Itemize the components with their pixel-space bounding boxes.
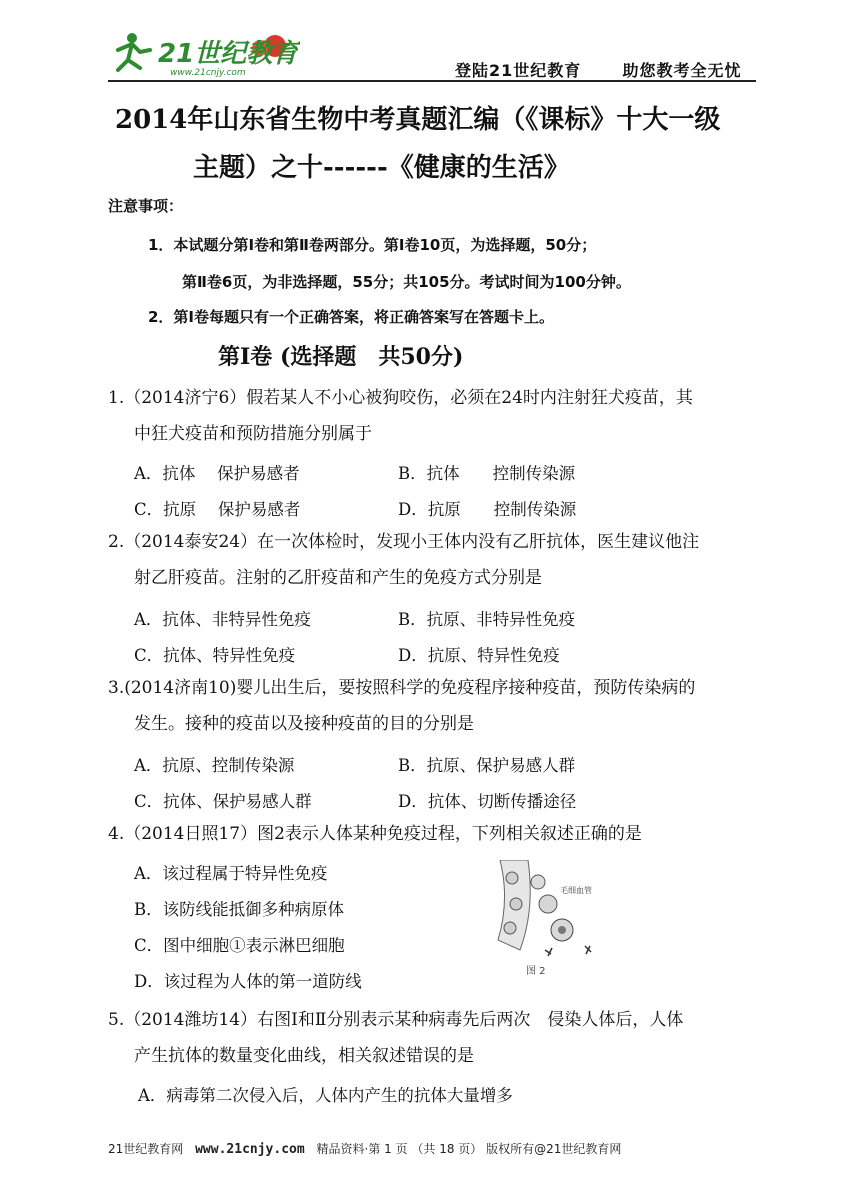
header-slogan — [455, 58, 741, 81]
question-5-stem-1: 5.（2014潍坊14）右图Ⅰ和Ⅱ分别表示某种病毒先后两次 侵染人体后，人体 — [108, 1010, 684, 1030]
question-4-option-d: D．该过程为人体的第一道防线 — [134, 972, 362, 991]
header-divider — [108, 80, 756, 82]
question-2-option-c: C．抗体、特异性免疫 — [134, 646, 296, 665]
question-3-option-c: C．抗体、保护易感人群 — [134, 792, 312, 811]
question-1-stem-1: 1.（2014济宁6）假若某人不小心被狗咬伤，必须在24时内注射狂犬疫苗，其 — [108, 388, 693, 408]
svg-text:图 2: 图 2 — [526, 966, 546, 977]
title-line-2: 主题）之十------《健康的生活》 — [193, 153, 570, 183]
question-5-option-a: A．病毒第二次侵入后，人体内产生的抗体大量增多 — [138, 1086, 513, 1105]
question-1-option-a: A．抗体 保护易感者 — [134, 464, 300, 483]
section-title: 第Ⅰ卷 (选择题 共50分) — [218, 344, 464, 370]
question-2-stem-1: 2.（2014泰安24）在一次体检时，发现小王体内没有乙肝抗体，医生建议他注 — [108, 532, 700, 552]
note-1a: 1．本试题分第Ⅰ卷和第Ⅱ卷两部分。第Ⅰ卷10页，为选择题，50分； — [148, 236, 597, 254]
question-3-option-b: B．抗原、保护易感人群 — [398, 756, 576, 775]
site-logo — [110, 28, 300, 78]
footer-right: 精品资料·第 1 页 （共 18 页） 版权所有@21世纪教育网 — [316, 1142, 622, 1156]
svg-text:毛细血管: 毛细血管 — [560, 886, 592, 895]
footer-site: www.21cnjy.com — [195, 1142, 305, 1157]
header-slogan-2: 助您教考全无忧 — [622, 61, 742, 80]
question-2-option-a: A．抗体、非特异性免疫 — [134, 610, 311, 629]
footer-left: 21世纪教育网 — [108, 1142, 184, 1156]
figure-2-immune-diagram — [490, 860, 605, 980]
logo-graphic — [110, 28, 300, 78]
runner-icon — [118, 33, 150, 70]
question-3-stem-2: 发生。接种的疫苗以及接种疫苗的目的分别是 — [134, 714, 474, 734]
note-1b: 第Ⅱ卷6页，为非选择题，55分；共105分。考试时间为100分钟。 — [182, 273, 631, 291]
page-title — [115, 96, 765, 192]
page-footer — [108, 1140, 621, 1157]
question-4-option-c: C．图中细胞①表示淋巴细胞 — [134, 936, 345, 955]
question-3-option-d: D．抗体、切断传播途径 — [398, 792, 577, 811]
question-2-option-b: B．抗原、非特异性免疫 — [398, 610, 576, 629]
question-4-option-b: B．该防线能抵御多种病原体 — [134, 900, 345, 919]
question-4-option-a: A．该过程属于特异性免疫 — [134, 864, 328, 883]
title-line-1: 2014年山东省生物中考真题汇编（《课标》十大一级 — [115, 105, 721, 135]
header-slogan-1: 登陆21世纪教育 — [455, 61, 582, 80]
question-1-stem-2: 中狂犬疫苗和预防措施分别属于 — [134, 424, 372, 444]
note-2: 2．第Ⅰ卷每题只有一个正确答案，将正确答案写在答题卡上。 — [148, 308, 555, 326]
question-1-option-b: B．抗体 控制传染源 — [398, 464, 576, 483]
question-1-option-d: D．抗原 控制传染源 — [398, 500, 577, 519]
question-2-stem-2: 射乙肝疫苗。注射的乙肝疫苗和产生的免疫方式分别是 — [134, 568, 542, 588]
question-2-option-d: D．抗原、特异性免疫 — [398, 646, 560, 665]
question-1-option-c: C．抗原 保护易感者 — [134, 500, 301, 519]
svg-text:www.21cnjy.com: www.21cnjy.com — [170, 68, 246, 78]
notes-label: 注意事项： — [108, 197, 184, 215]
immune-process-illustration — [490, 860, 605, 980]
question-3-option-a: A．抗原、控制传染源 — [134, 756, 295, 775]
question-3-stem-1: 3.(2014济南10)婴儿出生后，要按照科学的免疫程序接种疫苗，预防传染病的 — [108, 678, 696, 698]
question-4-stem-1: 4.（2014日照17）图2表示人体某种免疫过程，下列相关叙述正确的是 — [108, 824, 642, 844]
question-5-stem-2: 产生抗体的数量变化曲线，相关叙述错误的是 — [134, 1046, 474, 1066]
svg-text:21世纪教育: 21世纪教育 — [158, 39, 299, 69]
